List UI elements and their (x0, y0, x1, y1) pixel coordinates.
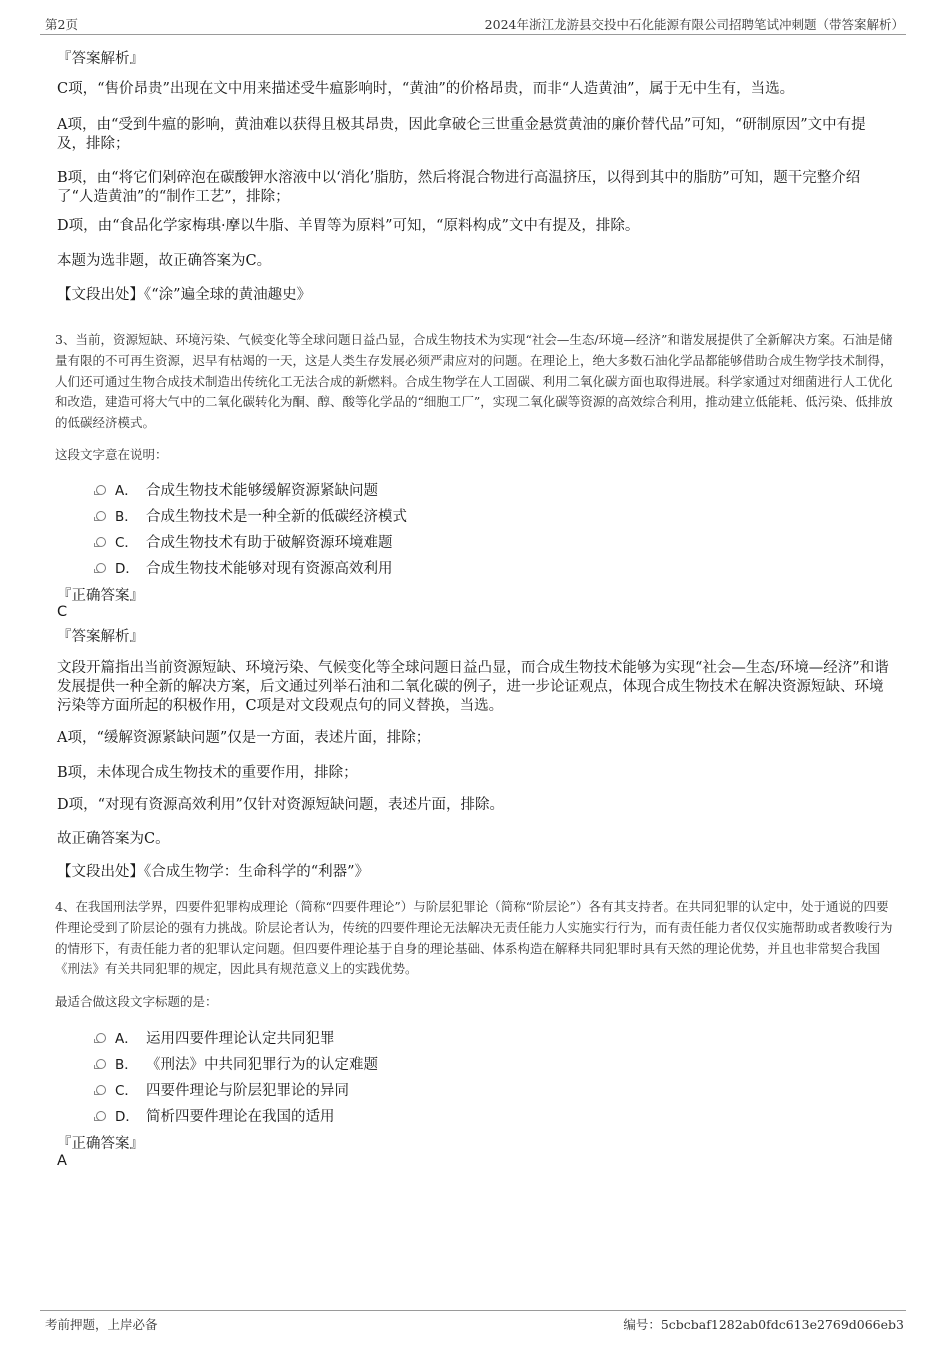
q4-passage: 4、在我国刑法学界，四要件犯罪构成理论（简称“四要件理论”）与阶层犯罪论（简称“阶层论”）各有其支持者。在共同犯罪的认定中，处于通说的四要件理论受到了阶层论的强有力挑战。阶层论者认为，传统的四要件理论无法解决无责任能力人实施实行行为，而有责任能力者仅仅实施帮助或者教唆行为的情形下，有责任能力者的犯罪认定问题。但四要件理论基于自身的理论基础、体系构造在解释共同犯罪时具有天然的理论优势，并且也非常契合我国《刑法》有关共同犯罪的规定，因此具有规范意义上的实践优势。 (55, 899, 893, 977)
radio-button[interactable] (96, 563, 106, 573)
q3-conclusion: 故正确答案为C。 (57, 831, 170, 847)
option-letter: A． (115, 1031, 138, 1047)
document-code: 编号：5cbcbaf1282ab0fdc613e2769d066eb3 (623, 1317, 904, 1332)
q2-source: 【文段出处】《“涂”遍全球的黄油趣史》 (57, 287, 312, 303)
option-letter: D． (115, 561, 139, 577)
radio-button[interactable] (96, 1059, 106, 1069)
option-text: 合成生物技术能够对现有资源高效利用 (146, 561, 393, 577)
q3-explanation-heading: 『答案解析』 (57, 629, 144, 645)
q4-prompt: 最适合做这段文字标题的是： (55, 994, 218, 1009)
q2-explanation-d: D项，由“食品化学家梅琪·摩以牛脂、羊胃等为原料”可知，“原料构成”文中有提及，排除。 (57, 218, 640, 234)
page-number: 第2页 (45, 17, 78, 32)
page-header (40, 14, 906, 35)
option-text: 合成生物技术是一种全新的低碳经济模式 (146, 509, 407, 525)
q2-explanation-b: B项，由“将它们剁碎泡在碳酸钾水溶液中以‘消化’脂肪，然后将混合物进行高温挤压，以得到其中的脂肪”可知，题干完整介绍了“人造黄油”的“制作工艺”，排除； (57, 170, 861, 205)
q3-explanation-d: D项，“对现有资源高效利用”仅针对资源短缺问题，表述片面，排除。 (57, 797, 504, 813)
page-footer (40, 1310, 906, 1333)
q2-conclusion: 本题为选非题，故正确答案为C。 (57, 253, 272, 269)
option-letter: B． (115, 1057, 138, 1073)
q3-prompt: 这段文字意在说明： (55, 447, 168, 462)
q3-correct-answer: C (57, 604, 68, 620)
q3-explanation-b: B项，未体现合成生物技术的重要作用，排除； (57, 765, 358, 781)
document-title: 2024年浙江龙游县交投中石化能源有限公司招聘笔试冲刺题（带答案解析） (484, 17, 904, 32)
option-text: 运用四要件理论认定共同犯罪 (146, 1031, 335, 1047)
radio-button[interactable] (96, 511, 106, 521)
q2-explanation-heading: 『答案解析』 (57, 51, 144, 67)
option-letter: C． (115, 535, 138, 551)
q3-explanation-main: 文段开篇指出当前资源短缺、环境污染、气候变化等全球问题日益凸显，而合成生物技术能够为实现“社会—生态/环境—经济”和谐发展提供一种全新的解决方案，后文通过列举石油和二氧化碳的例子，进一步论证观点，体现合成生物技术在解决资源短缺、环境污染等方面所起的积极作用，C项是对文段观点句的同义替换，当选。 (57, 660, 889, 714)
option-letter: A． (115, 483, 138, 499)
option-letter: D． (115, 1109, 139, 1125)
q3-source: 【文段出处】《合成生物学：生命科学的“利器”》 (57, 864, 370, 880)
q2-explanation-a: A项，由“受到牛瘟的影响，黄油难以获得且极其昂贵，因此拿破仑三世重金悬赏黄油的廉价替代品”可知，“研制原因”文中有提及，排除； (57, 117, 866, 152)
radio-button[interactable] (96, 1111, 106, 1121)
radio-button[interactable] (96, 1033, 106, 1043)
q4-correct-answer: A (57, 1153, 67, 1169)
option-letter: B． (115, 509, 138, 525)
option-text: 《刑法》中共同犯罪行为的认定难题 (146, 1057, 378, 1073)
q4-answer-heading: 『正确答案』 (57, 1136, 144, 1152)
option-text: 四要件理论与阶层犯罪论的异同 (146, 1083, 349, 1099)
radio-button[interactable] (96, 485, 106, 495)
radio-button[interactable] (96, 1085, 106, 1095)
option-letter: C． (115, 1083, 138, 1099)
option-text: 简析四要件理论在我国的适用 (146, 1109, 335, 1125)
footer-slogan: 考前押题，上岸必备 (45, 1317, 158, 1332)
q2-explanation-c: C项，“售价昂贵”出现在文中用来描述受牛瘟影响时，“黄油”的价格昂贵，而非“人造黄油”，属于无中生有，当选。 (57, 81, 795, 97)
option-text: 合成生物技术能够缓解资源紧缺问题 (146, 483, 378, 499)
q3-explanation-a: A项，“缓解资源紧缺问题”仅是一方面，表述片面，排除； (57, 730, 431, 746)
option-text: 合成生物技术有助于破解资源环境难题 (146, 535, 393, 551)
q3-answer-heading: 『正确答案』 (57, 588, 144, 604)
radio-button[interactable] (96, 537, 106, 547)
q3-passage: 3、当前，资源短缺、环境污染、气候变化等全球问题日益凸显，合成生物技术为实现“社会—生态/环境—经济”和谐发展提供了全新解决方案。石油是储量有限的不可再生资源，迟早有枯竭的一天，这是人类生存发展必须严肃应对的问题。在理论上，绝大多数石油化学品都能够借助合成生物学技术制得，人们还可通过生物合成技术制造出传统化工无法合成的新燃料。合成生物学在人工固碳、利用二氧化碳方面也取得进展。科学家通过对细菌进行人工优化和改造，建造可将大气中的二氧化碳转化为酮、醇、酸等化学品的“细胞工厂”，实现二氧化碳等资源的高效综合利用，推动建立低能耗、低污染、低排放的低碳经济模式。 (55, 332, 893, 431)
